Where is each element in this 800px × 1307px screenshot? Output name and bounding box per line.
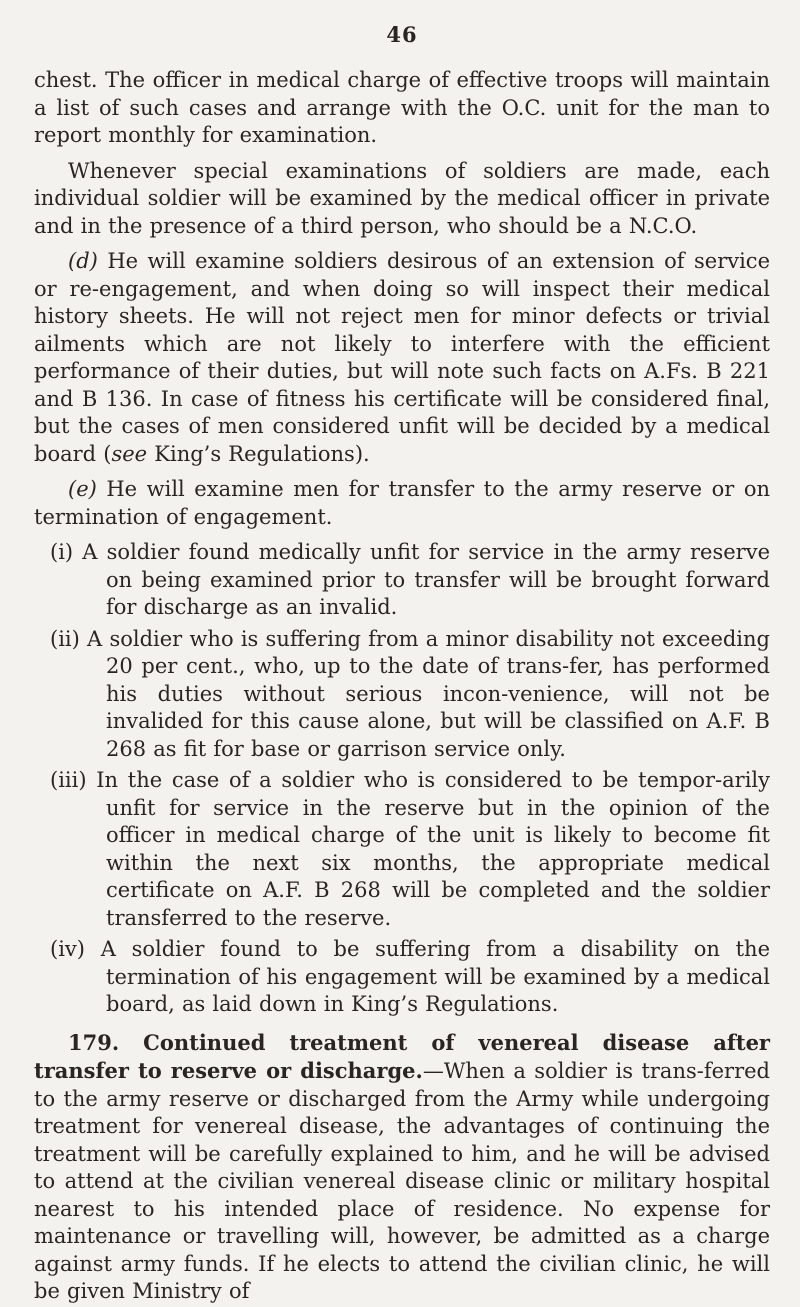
- subparagraph-ii-text: A soldier who is suffering from a minor disability not exceeding 20 per cent., who, up to the date of trans-fer, has performed his duties without serious incon-venience, will not be invalided for this cause alone, but will be classified on A.F. B 268 as fit for base or garrison service only.: [79, 626, 770, 761]
- paragraph-d: [34, 248, 770, 468]
- subparagraph-i: [34, 539, 770, 622]
- section-179-text: —When a soldier is trans-ferred to the army reserve or discharged from the Army while undergoing treatment for venereal disease, the advantages of continuing the treatment will be carefully explained to him, and he will be advised to attend at the civilian venereal disease clinic or military hospital nearest to his intended place of residence. No expense for maintenance or travelling will, however, be admitted as a charge against army funds. If he elects to attend the civilian clinic, he will be given Ministry of: [34, 1059, 770, 1303]
- section-179: [34, 1029, 770, 1306]
- subparagraph-iii-label: (iii): [50, 768, 87, 792]
- subparagraph-i-text: A soldier found medically unfit for service in the army reserve on being examined prior to transfer will be brought forward for discharge as an invalid.: [73, 540, 770, 619]
- subparagraph-iii: [34, 767, 770, 932]
- paragraph-d-see: see: [111, 441, 148, 466]
- subparagraph-iv-label: (iv): [50, 937, 85, 961]
- paragraph-d-label: (d): [68, 249, 98, 273]
- subparagraph-iv: [34, 936, 770, 1019]
- subparagraph-i-label: (i): [50, 540, 74, 564]
- subparagraph-ii-label: (ii): [50, 626, 80, 651]
- paragraph-d-end: King’s Regulations).: [147, 441, 370, 466]
- paragraph-e-text: He will examine men for transfer to the army reserve or on termination of engagement.: [34, 477, 770, 529]
- paragraph-special-examinations: Whenever special examinations of soldiers are made, each individual soldier will be examined by the medical officer in private and in the presence of a third person, who should be a N.C.O.: [34, 158, 770, 238]
- paragraph-d-text: He will examine soldiers desirous of an extension of service or re-engagement, and when doing so will inspect their medical history sheets. He will not reject men for minor defects or trivial ailments which are not likely to interfere with the efficient performance of their duties, but will note such facts on A.Fs. B 221 and B 136. In case of fitness his certificate will be considered final, but the cases of men considered unfit will be decided by a medical board (: [34, 249, 770, 466]
- paragraph-e: [34, 476, 770, 531]
- page-number: 46: [386, 22, 418, 47]
- paragraph-chest: chest. The officer in medical charge of effective troops will maintain a list of such cases and arrange with the O.C. unit for the man to report monthly for examination.: [34, 68, 770, 147]
- subparagraph-iv-text: A soldier found to be suffering from a disability on the termination of his engagement will be examined by a medical board, as laid down in King’s Regulations.: [84, 937, 770, 1016]
- subparagraph-iii-text: In the case of a soldier who is considered to be tempor-arily unfit for service in the reserve but in the opinion of the officer in medical charge of the unit is likely to become fit within the next six months, the appropriate medical certificate on A.F. B 268 will be completed and the soldier transferred to the reserve.: [86, 768, 770, 930]
- subparagraph-ii: [34, 626, 770, 764]
- section-179-heading: 179. Continued treatment of venereal disease after transfer to reserve or discharge.: [34, 1029, 770, 1083]
- paragraph-e-label: (e): [68, 477, 97, 501]
